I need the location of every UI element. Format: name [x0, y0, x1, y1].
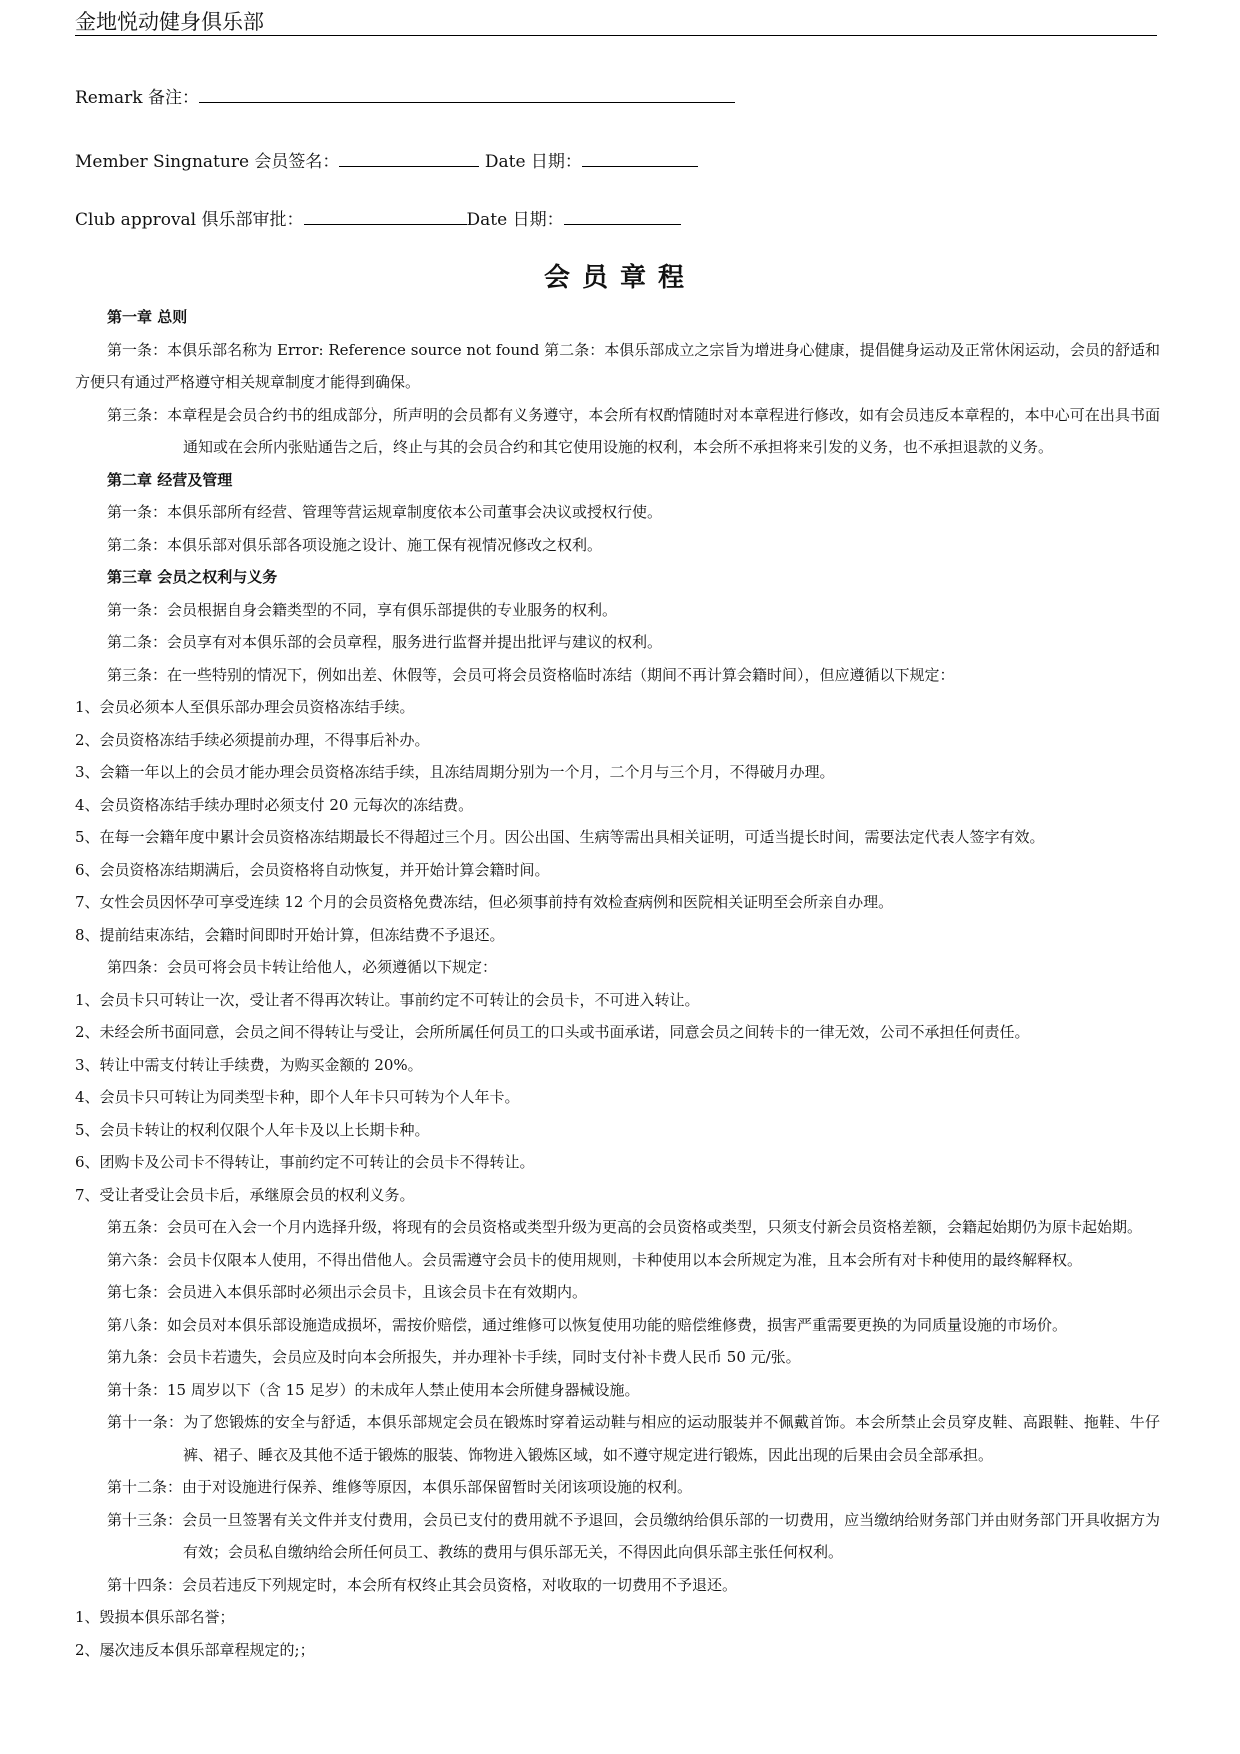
member-signature-blank	[339, 148, 479, 167]
article-paragraph: 第十一条：为了您锻炼的安全与舒适，本俱乐部规定会员在锻炼时穿着运动鞋与相应的运动服装并不佩戴首饰。本会所禁止会员穿皮鞋、高跟鞋、拖鞋、牛仔裤、裙子、睡衣及其他不适于锻炼的服装、饰物进入锻炼区域，如不遵守规定进行锻炼，因此出现的后果由会员全部承担。	[107, 1413, 1160, 1464]
article-paragraph: 1、会员必须本人至俱乐部办理会员资格冻结手续。	[75, 698, 415, 716]
article-paragraph: 7、女性会员因怀孕可享受连续 12 个月的会员资格免费冻结，但必须事前持有效检查病例和医院相关证明至会所亲自办理。	[75, 893, 894, 911]
article-paragraph: 第一条：本俱乐部所有经营、管理等营运规章制度依本公司董事会决议或授权行使。	[107, 503, 663, 521]
article-paragraph: 2、屡次违反本俱乐部章程规定的;；	[75, 1640, 315, 1659]
article-paragraph: 1、会员卡只可转让一次，受让者不得再次转让。事前约定不可转让的会员卡，不可进入转让。	[75, 990, 700, 1009]
date-blank	[564, 206, 681, 225]
chapter-heading: 第三章 会员之权利与义务	[107, 568, 278, 586]
article-paragraph: 第三条：在一些特别的情况下，例如出差、休假等，会员可将会员资格临时冻结（期间不再计算会籍时间），但应遵循以下规定：	[107, 665, 955, 684]
article-paragraph: 第三条：本章程是会员合约书的组成部分，所声明的会员都有义务遵守，本会所有权酌情随时对本章程进行修改，如有会员违反本章程的，本中心可在出具书面通知或在会所内张贴通告之后，终止与其的会员合约和其它使用设施的权利，本会所不承担将来引发的义务，也不承担退款的义务。	[107, 405, 1160, 456]
article-paragraph: 7、受让者受让会员卡后，承继原会员的权利义务。	[75, 1185, 415, 1204]
page-header	[75, 8, 1157, 36]
club-approval-label: Club approval 俱乐部审批：	[75, 210, 304, 230]
article-paragraph: 第八条：如会员对本俱乐部设施造成损坏，需按价赔偿，通过维修可以恢复使用功能的赔偿维修费，损害严重需要更换的为同质量设施的市场价。	[107, 1315, 1068, 1334]
article-paragraph: 6、会员资格冻结期满后，会员资格将自动恢复，并开始计算会籍时间。	[75, 860, 550, 879]
article-paragraph: 8、提前结束冻结，会籍时间即时开始计算，但冻结费不予退还。	[75, 925, 505, 944]
article-paragraph: 第一条：会员根据自身会籍类型的不同，享有俱乐部提供的专业服务的权利。	[107, 600, 618, 619]
remark-blank	[199, 84, 735, 103]
article-paragraph: 4、会员卡只可转让为同类型卡种，即个人年卡只可转为个人年卡。	[75, 1088, 520, 1106]
article-paragraph: 3、会籍一年以上的会员才能办理会员资格冻结手续，且冻结周期分别为一个月，二个月与三个月，不得破月办理。	[75, 763, 835, 781]
article-paragraph: 3、转让中需支付转让手续费，为购买金额的 20%。	[75, 1055, 423, 1074]
article-paragraph: 5、会员卡转让的权利仅限个人年卡及以上长期卡种。	[75, 1120, 430, 1139]
member-signature-row	[75, 148, 698, 174]
article-paragraph: 第六条：会员卡仅限本人使用，不得出借他人。会员需遵守会员卡的使用规则，卡种使用以本会所规定为准，且本会所有对卡种使用的最终解释权。	[107, 1250, 1083, 1269]
member-signature-label: Member Singnature 会员签名：	[75, 152, 340, 172]
article-paragraph: 6、团购卡及公司卡不得转让，事前约定不可转让的会员卡不得转让。	[75, 1153, 535, 1171]
date-label: Date 日期：	[484, 152, 582, 172]
article-paragraph: 第九条：会员卡若遗失，会员应及时向本会所报失，并办理补卡手续，同时支付补卡费人民币 50 元/张。	[107, 1348, 801, 1366]
club-approval-blank	[304, 206, 467, 225]
remark-label: Remark 备注：	[75, 88, 199, 108]
article-paragraph: 第十四条：会员若违反下列规定时，本会所有权终止其会员资格，对收取的一切费用不予退还。	[107, 1575, 738, 1594]
article-paragraph: 第四条：会员可将会员卡转让给他人，必须遵循以下规定：	[107, 958, 498, 976]
article-paragraph: 第二条：会员享有对本俱乐部的会员章程，服务进行监督并提出批评与建议的权利。	[107, 633, 663, 651]
article-paragraph: 5、在每一会籍年度中累计会员资格冻结期最长不得超过三个月。因公出国、生病等需出具相关证明，可适当提长时间，需要法定代表人签字有效。	[75, 828, 1045, 846]
chapter-heading: 第二章 经营及管理	[107, 470, 233, 489]
date-label: Date 日期：	[466, 210, 564, 230]
article-paragraph: 1、毁损本俱乐部名誉；	[75, 1608, 235, 1626]
article-paragraph: 第一条：本俱乐部名称为 Error: Reference source not found 第二条：本俱乐部成立之宗旨为增进身心健康，提倡健身运动及正常休闲运动，会员的舒适和方便只有通过严格遵守相关规章制度才能得到确保。	[75, 340, 1160, 391]
article-paragraph: 第十二条：由于对设施进行保养、维修等原因，本俱乐部保留暂时关闭该项设施的权利。	[107, 1478, 693, 1496]
article-paragraph: 第五条：会员可在入会一个月内选择升级，将现有的会员资格或类型升级为更高的会员资格或类型，只须支付新会员资格差额，会籍起始期仍为原卡起始期。	[107, 1218, 1143, 1236]
chapter-heading: 第一章 总则	[107, 308, 188, 326]
article-paragraph: 第二条：本俱乐部对俱乐部各项设施之设计、施工保有视情况修改之权利。	[107, 535, 603, 554]
charter-body	[75, 301, 1160, 1666]
article-paragraph: 第十条：15 周岁以下（含 15 足岁）的未成年人禁止使用本会所健身器械设施。	[107, 1380, 640, 1399]
article-paragraph: 2、未经会所书面同意，会员之间不得转让与受让，会所所属任何员工的口头或书面承诺，同意会员之间转卡的一律无效，公司不承担任何责任。	[75, 1023, 1030, 1041]
remark-row	[75, 84, 735, 110]
club-approval-row	[75, 206, 681, 232]
article-paragraph: 2、会员资格冻结手续必须提前办理，不得事后补办。	[75, 730, 430, 749]
article-paragraph: 第十三条：会员一旦签署有关文件并支付费用，会员已支付的费用就不予退回，会员缴纳给俱乐部的一切费用，应当缴纳给财务部门并由财务部门开具收据方为有效；会员私自缴纳给会所任何员工、教练的费用与俱乐部无关，不得因此向俱乐部主张任何权利。	[107, 1510, 1160, 1561]
document-title: 会员章程	[543, 263, 696, 293]
article-paragraph: 4、会员资格冻结手续办理时必须支付 20 元每次的冻结费。	[75, 795, 474, 814]
club-name: 金地悦动健身俱乐部	[75, 10, 264, 34]
date-blank	[582, 148, 698, 167]
article-paragraph: 第七条：会员进入本俱乐部时必须出示会员卡，且该会员卡在有效期内。	[107, 1283, 588, 1301]
